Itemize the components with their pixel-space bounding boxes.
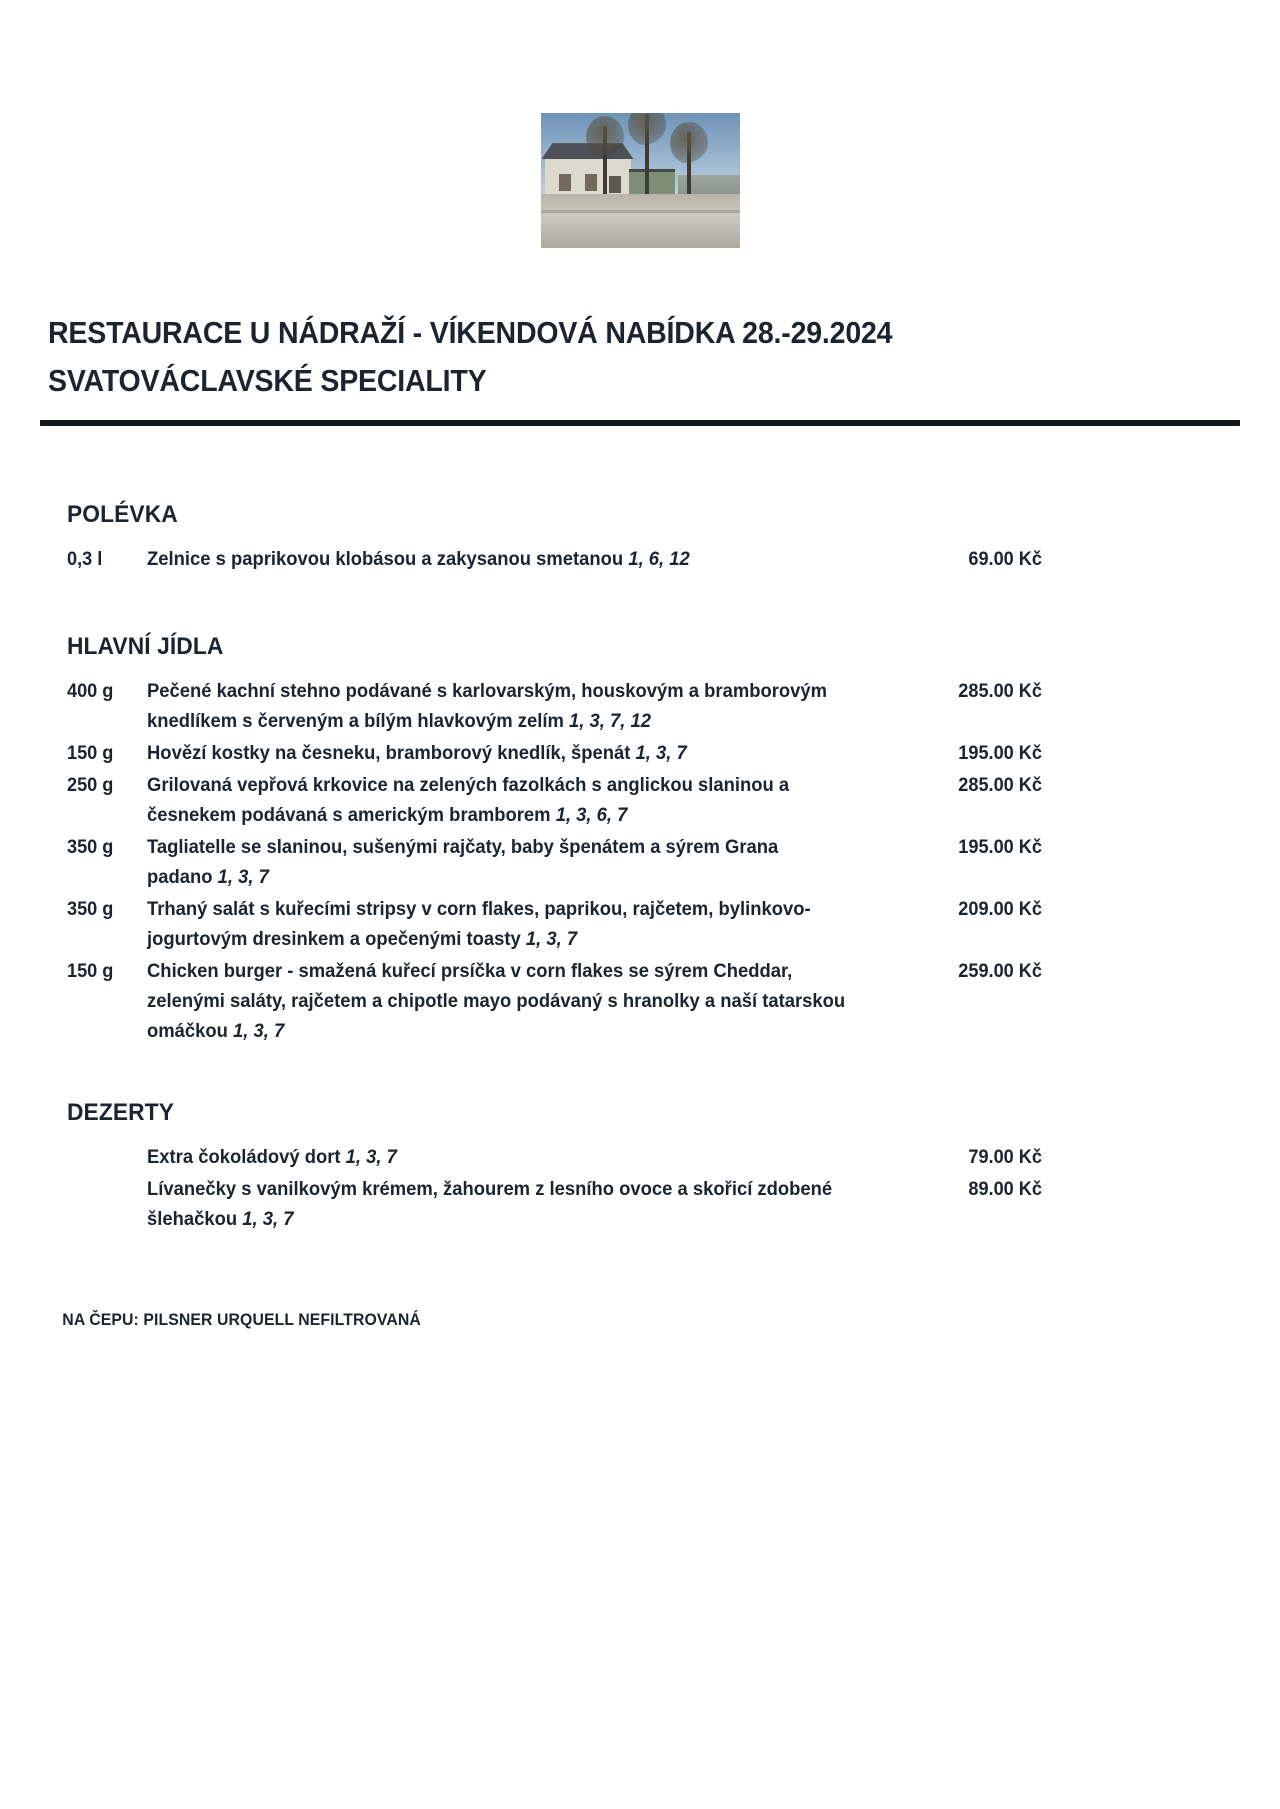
item-price: 69.00 Kč [968,548,1042,571]
item-price: 285.00 Kč [958,680,1042,703]
section-items [67,1142,1240,1234]
section-heading: POLÉVKA [67,501,178,529]
item-description [147,832,865,892]
footer-note: NA ČEPU: PILSNER URQUELL NEFILTROVANÁ [62,1310,421,1330]
section-hlavni-jidla [67,633,1240,1046]
item-description-text: Zelnice s paprikovou klobásou a zakysanou smetanou [147,548,624,571]
item-description [147,1174,865,1234]
header-divider [40,420,1240,426]
item-description [147,1142,865,1172]
item-allergens: 1, 3, 7, 12 [569,710,651,733]
item-description-text: Tagliatelle se slaninou, sušenými rajčaty, baby špenátem a sýrem Grana padano [147,836,779,889]
item-allergens: 1, 3, 6, 7 [555,804,628,827]
item-description [147,544,865,574]
item-allergens: 1, 3, 7 [345,1146,397,1169]
item-price: 259.00 Kč [958,960,1042,983]
menu-row [67,676,1240,736]
item-description-text: Grilovaná vepřová krkovice na zelených fazolkách s anglickou slaninou a česnekem podávaná s americkým bramborem [147,774,790,827]
item-description [147,956,865,1046]
menu-row [67,894,1240,954]
photo-tree [687,132,691,202]
item-portion: 350 g [67,898,114,921]
item-price: 89.00 Kč [968,1178,1042,1201]
item-allergens: 1, 3, 7 [525,928,578,951]
item-portion: 250 g [67,774,114,797]
item-description-text: Extra čokoládový dort [147,1146,341,1169]
header-image-container [0,0,1280,248]
item-description-text: Trhaný salát s kuřecími stripsy v corn flakes, paprikou, rajčetem, bylinkovo-jogurtovým dresinkem a opečenými toasty [147,898,811,951]
section-polevka [67,501,1240,574]
menu-row [67,1174,1240,1234]
item-allergens: 1, 3, 7 [217,866,269,889]
photo-tree [603,126,607,202]
section-items [67,676,1240,1046]
menu-row [67,770,1240,830]
item-allergens: 1, 3, 7 [635,742,687,765]
item-portion: 150 g [67,742,114,765]
item-description-text: Chicken burger - smažená kuřecí prsíčka v corn flakes se sýrem Cheddar, zelenými saláty, rajčetem a chipotle mayo podávaný s hranolky a naší tatarskou omáčkou [147,960,846,1043]
item-allergens: 1, 6, 12 [628,548,690,571]
item-price: 285.00 Kč [958,774,1042,797]
menu-row [67,1142,1240,1172]
item-price: 79.00 Kč [968,1146,1042,1169]
menu-title-line-1: RESTAURACE U NÁDRAŽÍ - VÍKENDOVÁ NABÍDKA 28.-29.2024 [48,316,893,350]
item-portion: 150 g [67,960,114,983]
item-description [147,676,865,736]
title-block [0,309,1280,405]
item-price: 195.00 Kč [958,742,1042,765]
menu-row [67,738,1240,768]
menu-row [67,956,1240,1046]
item-description [147,738,865,768]
menu-title-line-2: SVATOVÁCLAVSKÉ SPECIALITY [48,364,487,399]
section-heading: HLAVNÍ JÍDLA [67,633,224,661]
menu-content [0,501,1280,1234]
item-portion: 350 g [67,836,114,859]
photo-road [541,194,740,248]
item-price: 209.00 Kč [958,898,1042,921]
item-portion: 0,3 l [67,548,103,571]
section-heading: DEZERTY [67,1099,174,1127]
menu-row [67,832,1240,892]
item-allergens: 1, 3, 7 [233,1020,285,1043]
item-portion: 400 g [67,680,114,703]
item-price: 195.00 Kč [958,836,1042,859]
section-dezerty [67,1099,1240,1234]
item-description-text: Pečené kachní stehno podávané s karlovarským, houskovým a bramborovým knedlíkem s červeným a bílým hlavkovým zelím [147,680,828,733]
menu-row [67,544,1240,574]
restaurant-photo [541,113,740,248]
item-description-text: Hovězí kostky na česneku, bramborový knedlík, špenát [147,742,631,765]
item-description-text: Lívanečky s vanilkovým krémem, žahourem z lesního ovoce a skořicí zdobené šlehačkou [147,1178,833,1231]
section-items [67,544,1240,574]
item-description [147,894,865,954]
item-allergens: 1, 3, 7 [242,1208,294,1231]
photo-tree [645,114,649,202]
item-description [147,770,865,830]
